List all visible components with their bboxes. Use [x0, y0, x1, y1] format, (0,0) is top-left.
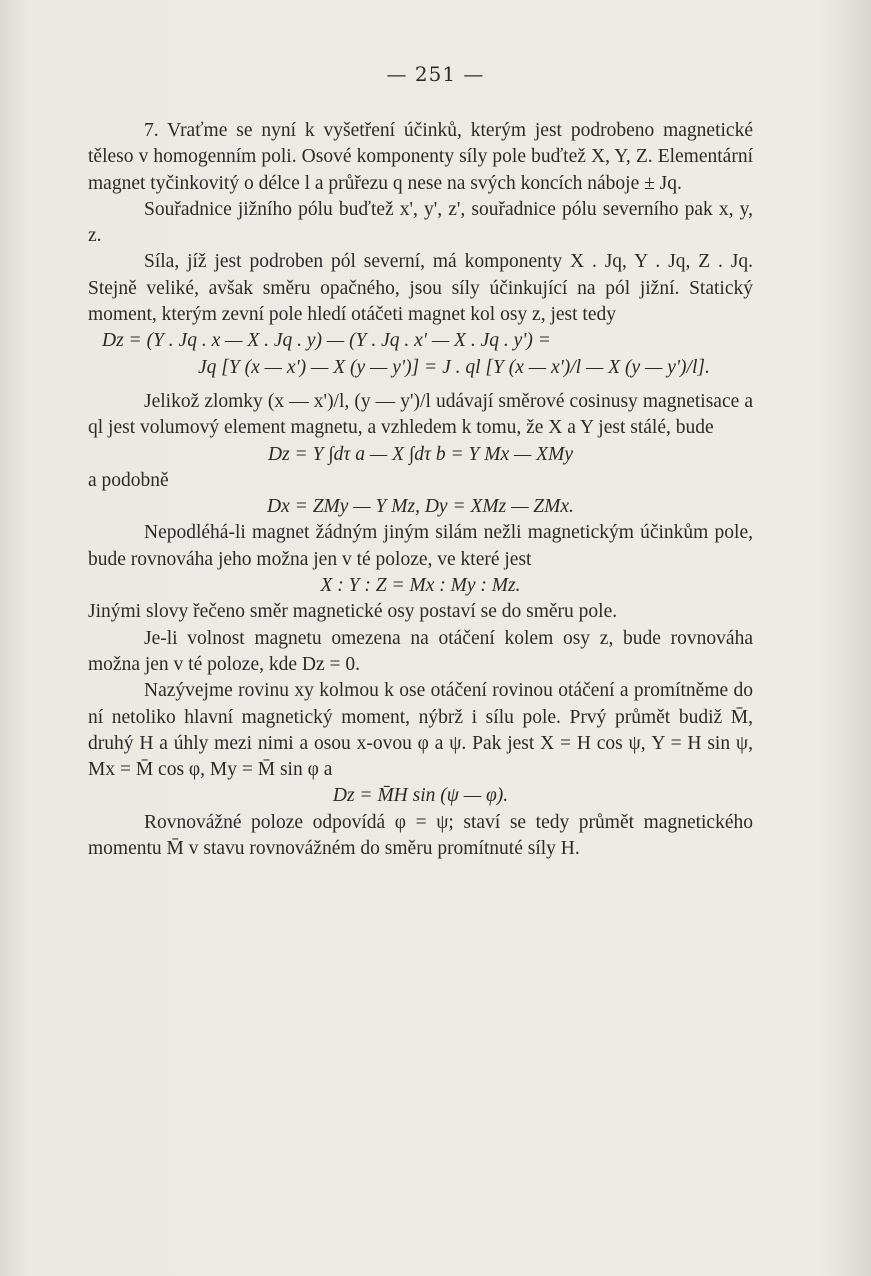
- page-text: [88, 118, 753, 862]
- paragraph-10: Rovnovážné poloze odpovídá φ = ψ; staví se tedy průmět magnetického momentu M̄ v stavu rovnovážném do směru promítnuté síly H.: [88, 811, 753, 860]
- paragraph-8: Je-li volnost magnetu omezena na otáčení kolem osy z, bude rovnováha možna jen v té poloze, kde Dz = 0.: [88, 627, 753, 675]
- equation-4: Dx = ZMy — Y Mz, Dy = XMz — ZMx.: [267, 496, 574, 518]
- paragraph-7: Jinými slovy řečeno směr magnetické osy postaví se do směru pole.: [88, 601, 618, 623]
- equation-5: X : Y : Z = Mx : My : Mz.: [320, 575, 521, 597]
- paragraph-3: Síla, jíž jest podroben pól severní, má komponenty X . Jq, Y . Jq, Z . Jq. Stejně veliké, avšak směru opačného, jsou síly účinkující na pól jižní. Statický moment, kterým zevní pole hledí otáčeti magnet kol osy z, jest tedy: [88, 251, 753, 326]
- paragraph-4: Jelikož zlomky (x — x')/l, (y — y')/l udávají směrové cosinusy magnetisace a ql jest volumový element magnetu, a vzhledem k tomu, že X a Y jest stálé, bude: [88, 390, 753, 439]
- equation-3: Dz = Y ∫dτ a — X ∫dτ b = Y Mx — XMy: [268, 443, 573, 465]
- paragraph-9: Nazývejme rovinu xy kolmou k ose otáčení rovinou otáčení a promítněme do ní netoliko hlavní magnetický moment, nýbrž i sílu pole. Prvý průmět budiž M̄, druhý H a úhly mezi nimi a osou x-ovou φ a ψ. Pak jest X = H cos ψ, Y = H sin ψ, Mx = M̄ cos φ, My = M̄ sin φ a: [88, 680, 753, 781]
- paragraph-1: 7. Vraťme se nyní k vyšetření účinků, kterým jest podrobeno magnetické těleso v homogenním poli. Osové komponenty síly pole buďtež X, Y, Z. Elementární magnet tyčinkovitý o délce l a průřezu q nese na svých koncích náboje ± Jq.: [88, 120, 753, 194]
- equation-1: Dz = (Y . Jq . x — X . Jq . y) — (Y . Jq . x' — X . Jq . y') =: [102, 330, 551, 352]
- equation-2: Jq [Y (x — x') — X (y — y')] = J . ql [Y (x — x')/l — X (y — y')/l].: [198, 356, 710, 378]
- paragraph-2: Souřadnice jižního pólu buďtež x', y', z', souřadnice pólu severního pak x, y, z.: [88, 198, 753, 247]
- equation-6: Dz = M̄H sin (ψ — φ).: [332, 785, 509, 807]
- page-number: — 251 —: [386, 62, 485, 86]
- paragraph-6: Nepodléhá-li magnet žádným jiným silám nežli magnetickým účinkům pole, bude rovnováha jeho možna jen v té poloze, ve které jest: [88, 522, 753, 570]
- paragraph-5: a podobně: [88, 469, 169, 491]
